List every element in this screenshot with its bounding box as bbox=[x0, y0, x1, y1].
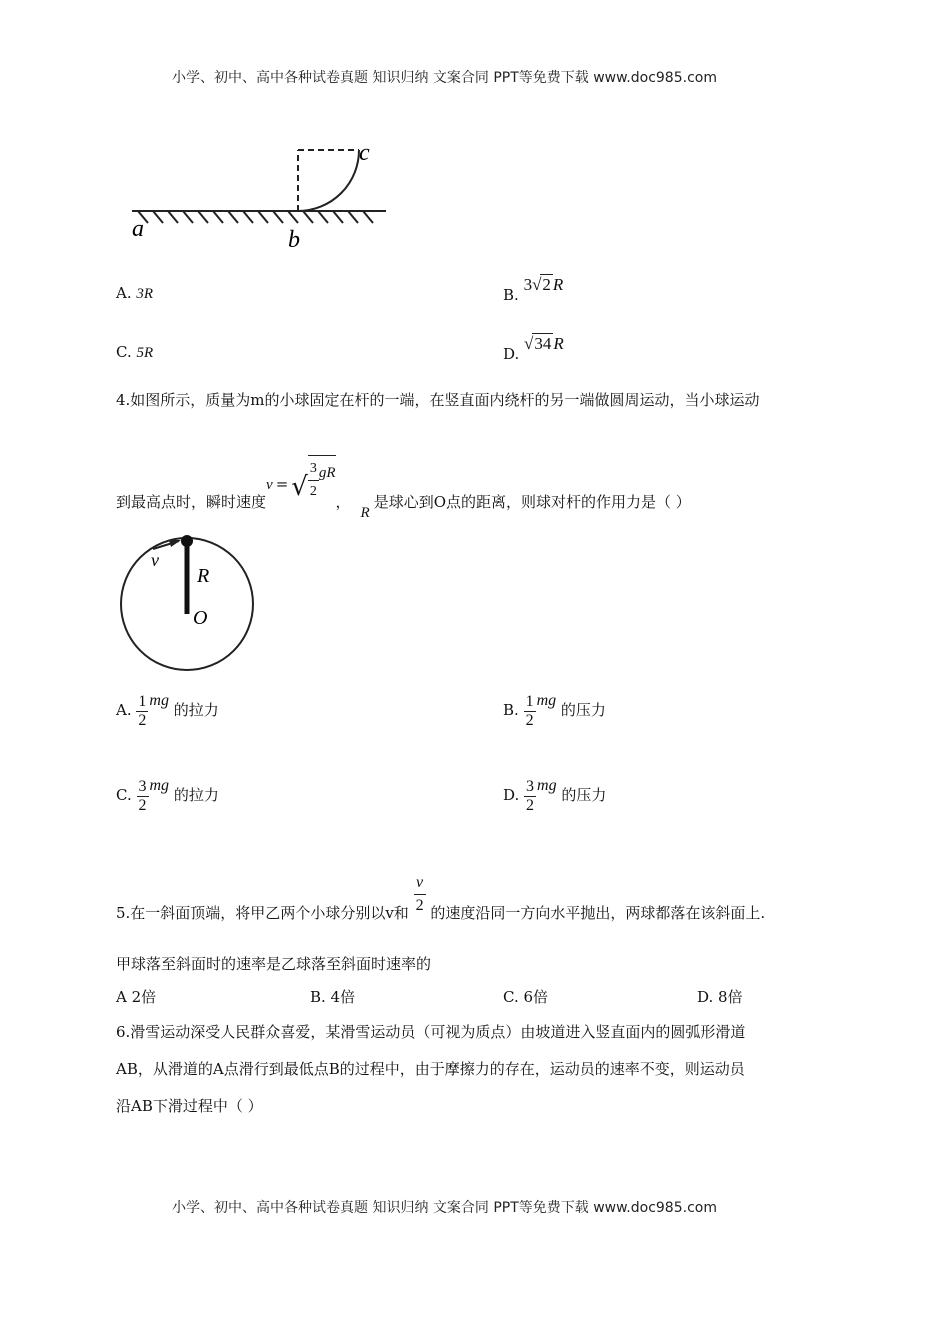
page-header: 小学、初中、高中各种试卷真题 知识归纳 文案合同 PPT等免费下载 www.doc985.com bbox=[172, 70, 717, 86]
label-b: b bbox=[288, 227, 300, 253]
label-O: O bbox=[193, 607, 208, 629]
quarter-arc bbox=[298, 150, 359, 211]
label-a: a bbox=[132, 216, 144, 242]
q3-option-c: C. 5R bbox=[116, 343, 154, 361]
q6-line2: AB，从滑道的A点滑行到最低点B的过程中，由于摩擦力的存在，运动员的速率不变，则运动员 bbox=[116, 1060, 745, 1078]
label-R: R bbox=[197, 565, 210, 587]
q3-option-d: D. √34 R bbox=[503, 334, 564, 363]
page-footer: 小学、初中、高中各种试卷真题 知识归纳 文案合同 PPT等免费下载 www.doc985.com bbox=[172, 1200, 717, 1216]
q4-line2: 到最高点时，瞬时速度v = √ $\frac{3}{2}$ gR，R是球心到O点的距离，则球对杆的作用力是（ ） bbox=[116, 455, 691, 511]
figure-circle-rod bbox=[115, 530, 263, 676]
q5-option-a: A 2倍 bbox=[116, 988, 157, 1006]
q4-option-a: A. $\frac{1}{2}$ mg 的拉力 bbox=[116, 692, 219, 729]
q4-option-c: C. $\frac{3}{2}$ mg 的拉力 bbox=[116, 777, 219, 814]
q6-line3: 沿AB下滑过程中（ ） bbox=[116, 1097, 263, 1115]
q5-option-d: D. 8倍 bbox=[697, 988, 743, 1006]
label-v: v bbox=[151, 550, 159, 570]
q4-option-d: D. $\frac{3}{2}$ mg 的压力 bbox=[503, 777, 607, 814]
q5-line2: 甲球落至斜面时的速率是乙球落至斜面时速率的 bbox=[116, 955, 432, 973]
figure-ground-arc bbox=[128, 136, 393, 254]
q3-option-b: B. 3√2 R bbox=[503, 275, 564, 304]
q4-line1: 4.如图所示，质量为m的小球固定在杆的一端，在竖直面内绕杆的另一端做圆周运动，当小球运动 bbox=[116, 391, 760, 409]
q4-option-b: B. $\frac{1}{2}$ mg 的压力 bbox=[503, 692, 606, 729]
q5-option-c: C. 6倍 bbox=[503, 988, 549, 1006]
ball bbox=[181, 535, 193, 547]
q6-line1: 6.滑雪运动深受人民群众喜爱，某滑雪运动员（可视为质点）由坡道进入竖直面内的圆弧形滑道 bbox=[116, 1023, 746, 1041]
hatched-ground bbox=[132, 211, 386, 223]
q5-option-b: B. 4倍 bbox=[310, 988, 356, 1006]
q3-option-a: A. 3R bbox=[116, 284, 154, 302]
arrowhead bbox=[169, 540, 181, 547]
q5-line1: 5.在一斜面顶端，将甲乙两个小球分别以v和 $\frac{v}{2}$ 的速度沿同一方向水平抛出，两球都落在该斜面上. bbox=[116, 874, 766, 922]
label-c: c bbox=[359, 140, 370, 166]
